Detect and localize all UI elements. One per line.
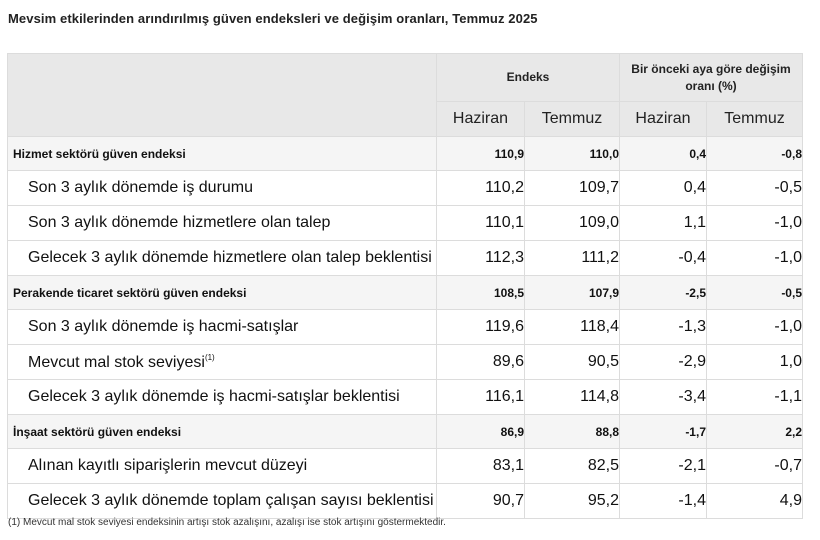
table-row: [8, 206, 803, 241]
change-haziran: -2,9: [620, 345, 707, 380]
change-temmuz: -1,0: [707, 241, 803, 276]
change-haziran: -3,4: [620, 380, 707, 415]
change-temmuz: 2,2: [707, 415, 803, 449]
table-row: [8, 345, 803, 380]
table-row: [8, 276, 803, 310]
index-haziran: 116,1: [437, 380, 525, 415]
index-haziran: 112,3: [437, 241, 525, 276]
index-haziran: 119,6: [437, 310, 525, 345]
change-temmuz: -1,0: [707, 206, 803, 241]
change-temmuz: -0,8: [707, 137, 803, 171]
header-change-temmuz: Temmuz: [707, 102, 803, 137]
index-temmuz: 90,5: [525, 345, 620, 380]
table-row: [8, 449, 803, 484]
header-change-group: [620, 54, 803, 102]
confidence-index-table: [7, 53, 803, 519]
table-title: Mevsim etkilerinden arındırılmış güven endeksleri ve değişim oranları, Temmuz 2025: [8, 11, 538, 26]
index-haziran: 110,1: [437, 206, 525, 241]
header-index-group: Endeks: [437, 54, 620, 102]
change-temmuz: -0,5: [707, 171, 803, 206]
index-temmuz: 95,2: [525, 484, 620, 519]
row-label: Son 3 aylık dönemde iş hacmi-satışlar: [8, 310, 437, 345]
change-haziran: -2,1: [620, 449, 707, 484]
header-index-haziran: Haziran: [437, 102, 525, 137]
change-temmuz: 4,9: [707, 484, 803, 519]
row-label: Gelecek 3 aylık dönemde toplam çalışan sayısı beklentisi: [8, 484, 437, 519]
table-row: [8, 310, 803, 345]
footnote: (1) Mevcut mal stok seviyesi endeksinin artışı stok azalışını, azalışı ise stok artışını göstermektedir.: [8, 517, 446, 528]
footnote-ref: (1): [204, 352, 215, 362]
row-label: Alınan kayıtlı siparişlerin mevcut düzeyi: [8, 449, 437, 484]
table-row: [8, 171, 803, 206]
header-empty-cell: [8, 54, 437, 137]
table-row: [8, 415, 803, 449]
index-temmuz: 88,8: [525, 415, 620, 449]
header-change-line2: oranı (%): [685, 78, 737, 93]
table-row: [8, 380, 803, 415]
change-temmuz: -1,1: [707, 380, 803, 415]
index-temmuz: 82,5: [525, 449, 620, 484]
index-temmuz: 111,2: [525, 241, 620, 276]
table-row: [8, 241, 803, 276]
index-haziran: 108,5: [437, 276, 525, 310]
index-haziran: 110,2: [437, 171, 525, 206]
change-haziran: -1,7: [620, 415, 707, 449]
index-haziran: 90,7: [437, 484, 525, 519]
table-row: [8, 484, 803, 519]
row-label: Hizmet sektörü güven endeksi: [8, 137, 437, 171]
index-temmuz: 109,0: [525, 206, 620, 241]
change-temmuz: -0,7: [707, 449, 803, 484]
header-index-temmuz: Temmuz: [525, 102, 620, 137]
row-label: Son 3 aylık dönemde hizmetlere olan talep: [8, 206, 437, 241]
index-temmuz: 109,7: [525, 171, 620, 206]
index-temmuz: 118,4: [525, 310, 620, 345]
index-haziran: 86,9: [437, 415, 525, 449]
change-temmuz: -1,0: [707, 310, 803, 345]
header-change-line1: Bir önceki aya göre değişim: [631, 61, 791, 76]
change-haziran: -0,4: [620, 241, 707, 276]
index-temmuz: 110,0: [525, 137, 620, 171]
row-label: Perakende ticaret sektörü güven endeksi: [8, 276, 437, 310]
row-label: Son 3 aylık dönemde iş durumu: [8, 171, 437, 206]
index-haziran: 83,1: [437, 449, 525, 484]
change-haziran: -2,5: [620, 276, 707, 310]
change-haziran: 1,1: [620, 206, 707, 241]
row-label: İnşaat sektörü güven endeksi: [8, 415, 437, 449]
header-row-groups: [8, 54, 803, 102]
row-label: Mevcut mal stok seviyesi: [28, 353, 205, 371]
index-temmuz: 114,8: [525, 380, 620, 415]
index-haziran: 110,9: [437, 137, 525, 171]
row-label: Gelecek 3 aylık dönemde iş hacmi-satışlar beklentisi: [8, 380, 437, 415]
table-row: [8, 137, 803, 171]
row-label: Gelecek 3 aylık dönemde hizmetlere olan talep beklentisi: [8, 241, 437, 276]
change-haziran: -1,4: [620, 484, 707, 519]
header-change-haziran: Haziran: [620, 102, 707, 137]
change-haziran: 0,4: [620, 171, 707, 206]
index-temmuz: 107,9: [525, 276, 620, 310]
row-label-cell: [8, 345, 437, 380]
index-haziran: 89,6: [437, 345, 525, 380]
change-temmuz: 1,0: [707, 345, 803, 380]
change-haziran: 0,4: [620, 137, 707, 171]
change-temmuz: -0,5: [707, 276, 803, 310]
change-haziran: -1,3: [620, 310, 707, 345]
